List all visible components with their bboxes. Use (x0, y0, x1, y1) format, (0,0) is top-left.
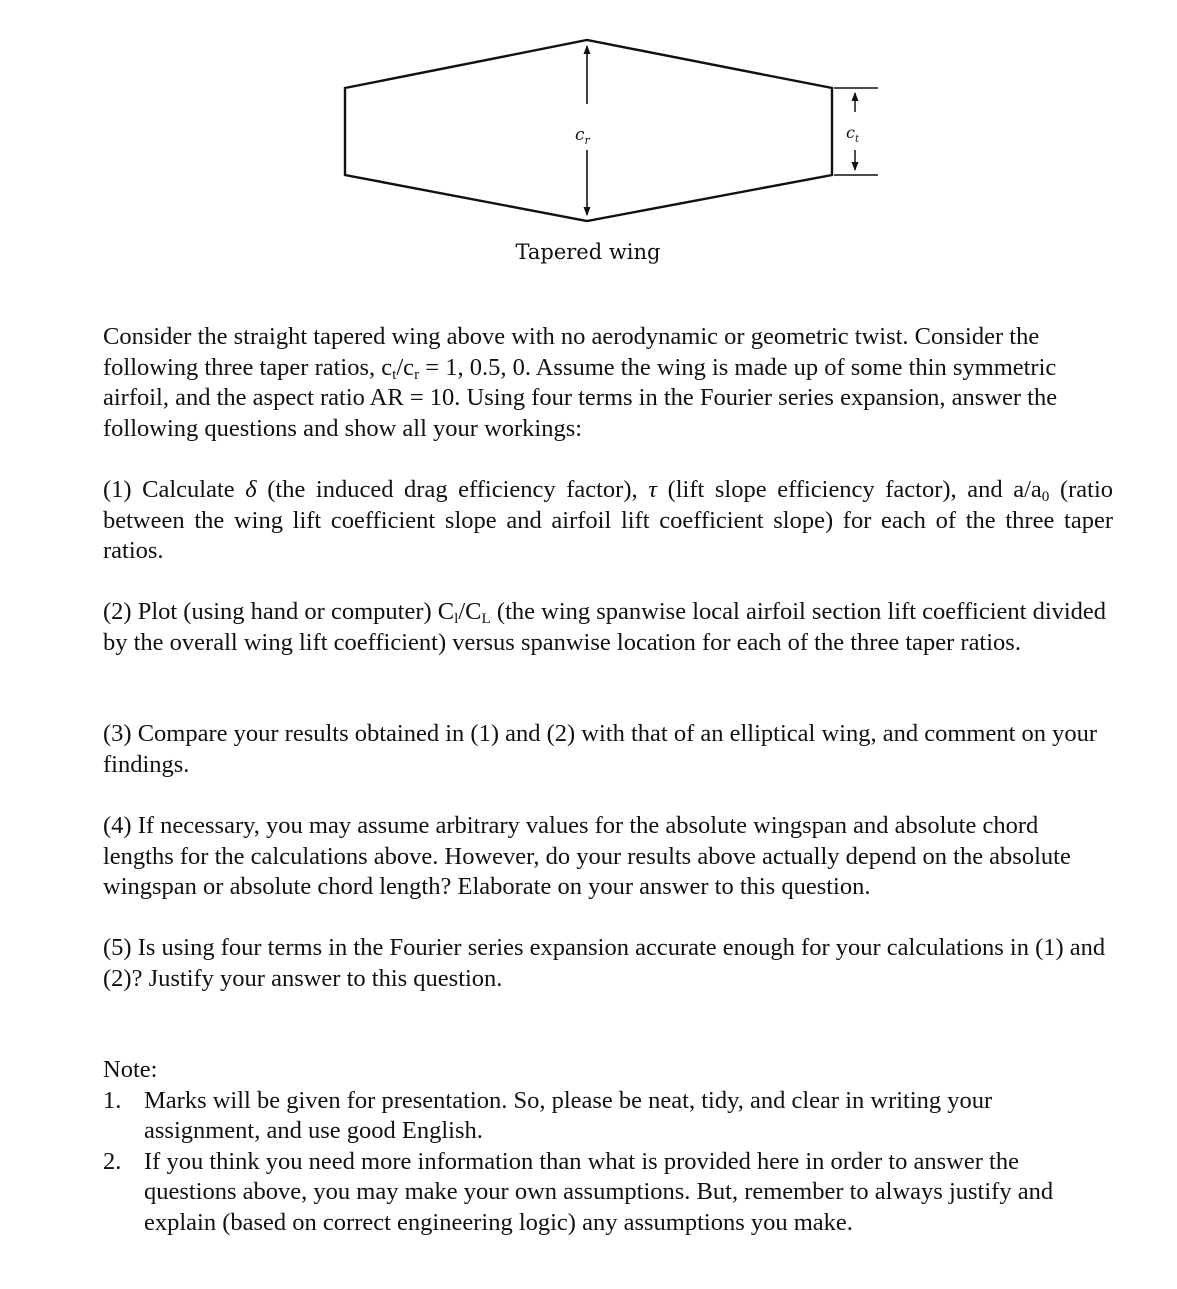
tip-chord-dimension (834, 88, 878, 175)
figure-caption: Tapered wing (515, 240, 661, 264)
note-item-text: If you think you need more information than what is provided here in order to answer the questions above, you may make your own assumptions. But, remember to always justify and explain (based on correct engineering logic) any assumptions you make. (144, 1147, 1054, 1236)
tapered-wing-diagram (0, 0, 1177, 290)
question-2-text: (2) Plot (using hand or computer) $C_l/C_L$ (the wing spanwise local airfoil section lift coefficient divided by the overall wing lift coefficient) versus spanwise location for each of the three taper ratios. (103, 598, 1107, 656)
question-5-text: (5) Is using four terms in the Fourier series expansion accurate enough for your calculations in (1) and (2)? Justify your answer to this question. (103, 934, 1106, 992)
problem-statement-text: Consider the straight tapered wing above with no aerodynamic or geometric twist. Consider the following three taper ratios, $c_t/c_r = 1$, 0.5, 0. Assume the wing is made up of some thin symmetric airfoil, and the aspect ratio AR = 10. Using four terms in the Fourier series expansion, answer the following questions and show all your workings: (103, 323, 1058, 442)
tip-chord-label: $c_t$ (846, 123, 859, 145)
question-2 (103, 597, 1113, 658)
wing-planform-outline (345, 40, 832, 221)
question-5 (103, 933, 1113, 994)
question-4 (103, 811, 1113, 903)
note-section (103, 1055, 1113, 1238)
delta-symbol: δ (245, 476, 257, 503)
question-3-text: (3) Compare your results obtained in (1) and (2) with that of an elliptical wing, and comment on your findings. (103, 720, 1098, 778)
root-chord-dimension (575, 46, 591, 215)
note-item-number: 2. (103, 1147, 122, 1175)
note-item-2 (103, 1147, 1113, 1239)
note-list (103, 1086, 1113, 1239)
tau-symbol: τ (648, 476, 657, 503)
note-item-text: Marks will be given for presentation. So, please be neat, tidy, and clear in writing your assignment, and use good English. (144, 1086, 993, 1144)
note-title: Note: (103, 1056, 158, 1083)
question-1 (103, 475, 1113, 567)
question-1-text: (1) Calculate δ (the induced drag efficiency factor), τ (lift slope efficiency factor), and $a/a_0$ (ratio between the wing lift coefficient slope and airfoil lift coefficient slope) for each of the three taper ratios. (103, 476, 1114, 564)
note-item-1 (103, 1086, 1113, 1147)
root-chord-label: $c_r$ (575, 125, 590, 147)
note-item-number: 1. (103, 1086, 122, 1114)
question-4-text: (4) If necessary, you may assume arbitrary values for the absolute wingspan and absolute chord lengths for the calculations above. However, do your results above actually depend on the absolute wingspan or absolute chord length? Elaborate on your answer to this question. (103, 812, 1071, 900)
problem-statement (103, 322, 1113, 444)
question-3 (103, 719, 1113, 780)
